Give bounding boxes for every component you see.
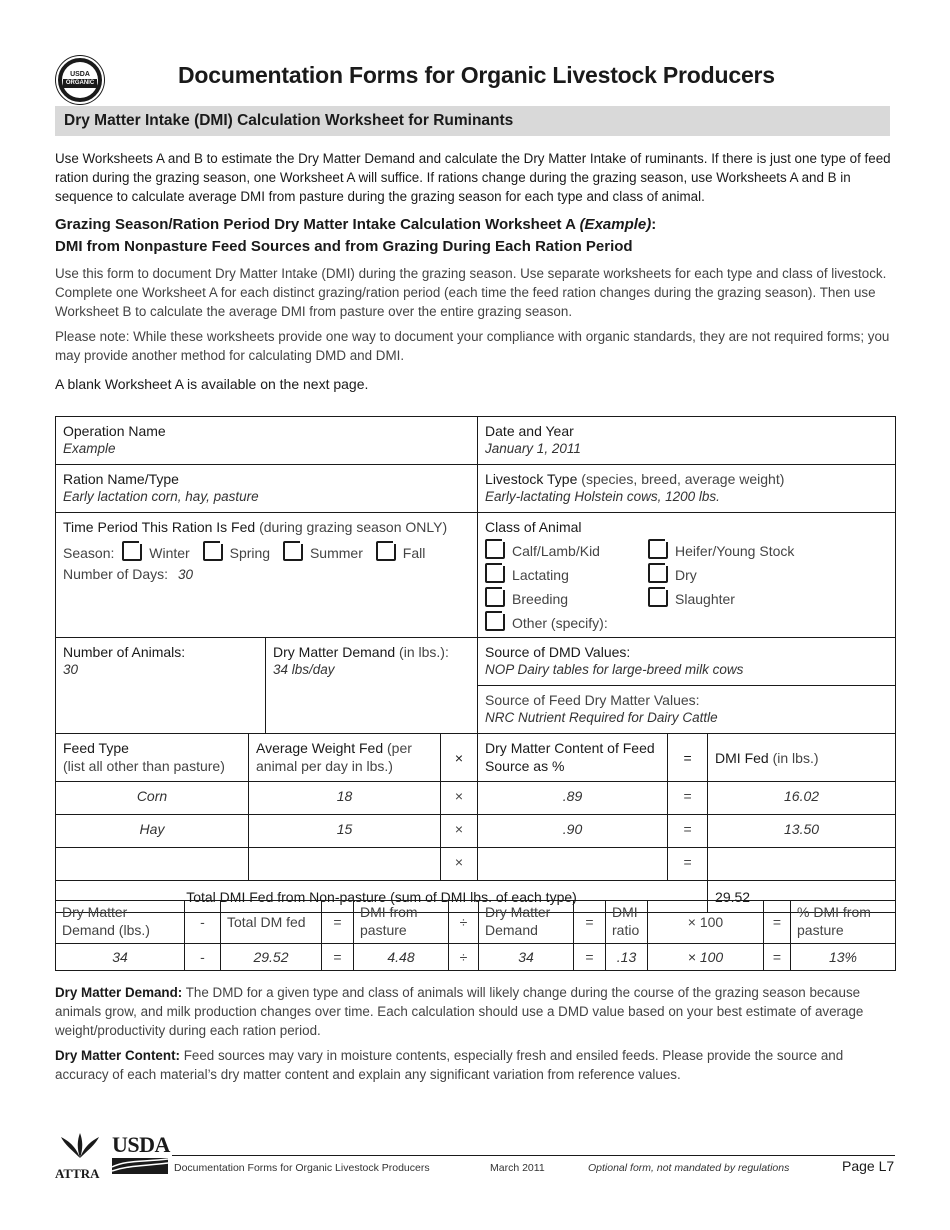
equals-sign: = — [322, 944, 354, 971]
dm-content-header: Dry Matter Content of Feed Source as % — [478, 734, 668, 782]
seal-text-top: USDA — [70, 71, 90, 78]
dmd-label: Dry Matter Demand — [273, 644, 396, 660]
date-year-cell[interactable] — [478, 417, 896, 465]
checkbox-icon[interactable] — [203, 541, 223, 561]
worksheet-heading — [55, 214, 895, 258]
season-label: Season: — [63, 545, 115, 561]
checkbox-icon[interactable] — [376, 541, 396, 561]
ration-name-value: Early lactation corn, hay, pasture — [63, 489, 259, 504]
avg-weight-value[interactable] — [249, 848, 441, 881]
class-lactating[interactable] — [485, 563, 648, 584]
section-title: Dry Matter Intake (DMI) Calculation Worksheet for Ruminants — [64, 112, 514, 129]
times-sign: × — [441, 815, 478, 848]
checkbox-icon[interactable] — [648, 539, 668, 559]
times-100: × 100 — [648, 901, 764, 944]
usda-logo — [112, 1132, 168, 1179]
date-year-label: Date and Year — [485, 423, 574, 439]
operation-name-value: Example — [63, 441, 116, 456]
definition-dmd — [55, 983, 895, 1040]
page-number: Page L7 — [842, 1158, 895, 1174]
feed-source-value: NRC Nutrient Required for Dairy Cattle — [485, 710, 718, 725]
season-spring[interactable] — [203, 545, 270, 561]
avg-weight-header — [249, 734, 441, 782]
class-dry-label: Dry — [675, 567, 697, 583]
checkbox-icon[interactable] — [122, 541, 142, 561]
feed-type-value[interactable] — [56, 848, 249, 881]
usda-hills-icon — [112, 1158, 168, 1174]
total-dmi-value[interactable]: 29.52 — [708, 881, 896, 913]
attra-logo — [55, 1133, 105, 1182]
table-row — [56, 815, 896, 848]
class-dry[interactable] — [648, 563, 808, 584]
equals-sign: = — [668, 782, 708, 815]
page-title: Documentation Forms for Organic Livestock Producers — [178, 62, 775, 88]
feed-type-title: Feed Type — [63, 740, 129, 756]
calc-header-row — [56, 901, 896, 944]
class-heifer-label: Heifer/Young Stock — [675, 543, 795, 559]
class-lactating-label: Lactating — [512, 567, 569, 583]
checkbox-icon[interactable] — [485, 539, 505, 559]
definition-dmc — [55, 1046, 895, 1084]
checkbox-icon[interactable] — [648, 587, 668, 607]
avg-weight-value[interactable]: 15 — [249, 815, 441, 848]
footer-doc-title: Documentation Forms for Organic Livestock Producers — [174, 1162, 430, 1174]
dm-content-value[interactable]: .89 — [478, 782, 668, 815]
seal-text-bottom: ORGANIC — [63, 79, 97, 88]
calc-dmd-value-2[interactable]: 34 — [479, 944, 574, 971]
number-of-animals-cell[interactable] — [56, 638, 266, 734]
livestock-type-value: Early-lactating Holstein cows, 1200 lbs. — [485, 489, 720, 504]
operation-name-cell[interactable] — [56, 417, 478, 465]
leaf-icon — [55, 1133, 105, 1159]
total-dmi-label: Total DMI Fed from Non-pasture (sum of DMI lbs. of each type) — [56, 881, 708, 913]
livestock-type-label: Livestock Type — [485, 471, 578, 487]
equals-sign: = — [764, 944, 791, 971]
dmi-fed-value[interactable]: 16.02 — [708, 782, 896, 815]
minus-sign: - — [185, 901, 221, 944]
checkbox-icon[interactable] — [648, 563, 668, 583]
days-label: Number of Days: — [63, 566, 169, 582]
livestock-type-cell[interactable] — [478, 465, 896, 513]
class-heifer[interactable] — [648, 539, 808, 560]
calc-header-total-dm: Total DM fed — [221, 901, 322, 944]
table-row — [56, 848, 896, 881]
dmi-fed-hint: (in lbs.) — [772, 749, 819, 766]
dmi-fed-value[interactable]: 13.50 — [708, 815, 896, 848]
class-other-label: Other (specify): — [512, 615, 608, 631]
season-fall-label: Fall — [402, 545, 426, 561]
season-summer-label: Summer — [309, 545, 363, 561]
checkbox-icon[interactable] — [485, 587, 505, 607]
minus-sign: - — [185, 944, 221, 971]
season-spring-label: Spring — [229, 545, 271, 561]
attra-label: ATTRA — [55, 1166, 100, 1181]
times-sign: × — [441, 782, 478, 815]
number-of-animals-label: Number of Animals: — [63, 644, 186, 660]
heading-line2: DMI from Nonpasture Feed Sources and from Grazing During Each Ration Period — [55, 238, 633, 255]
dry-matter-demand-cell[interactable] — [266, 638, 478, 734]
class-other[interactable] — [485, 611, 648, 632]
table-row — [56, 782, 896, 815]
class-slaughter-label: Slaughter — [675, 591, 735, 607]
date-year-value: January 1, 2011 — [485, 441, 581, 456]
calc-header-dmd-2: Dry Matter Demand — [479, 901, 574, 944]
equals-sign: = — [764, 901, 791, 944]
equals-sign: = — [668, 815, 708, 848]
class-calf[interactable] — [485, 539, 648, 560]
operation-name-label: Operation Name — [63, 423, 166, 439]
livestock-type-hint: (species, breed, average weight) — [581, 471, 785, 487]
season-winter[interactable] — [122, 545, 189, 561]
times-sign: × — [441, 734, 478, 782]
dm-content-value[interactable]: .90 — [478, 815, 668, 848]
checkbox-icon[interactable] — [283, 541, 303, 561]
feed-type-hint: (list all other than pasture) — [63, 758, 225, 774]
season-summer[interactable] — [283, 545, 363, 561]
checkbox-icon[interactable] — [485, 563, 505, 583]
footer-optional-note: Optional form, not mandated by regulations — [588, 1162, 790, 1174]
avg-weight-title: Average Weight Fed — [256, 740, 384, 756]
avg-weight-value[interactable]: 18 — [249, 782, 441, 815]
dmi-fed-value[interactable] — [708, 848, 896, 881]
dm-content-value[interactable] — [478, 848, 668, 881]
intro-text: Use Worksheets A and B to estimate the Dry Matter Demand and calculate the Dry Matter Intake of ruminants. If there is just one type of feed ration during the grazing season, one Worksheet A will suffice. If rations change during the grazing season, use Worksheets A and B in sequence to calculate average DMI from pasture during the grazing season for each type and class of animal. — [55, 151, 891, 204]
section-bar — [55, 106, 890, 136]
calc-dmi-pasture-value[interactable]: 4.48 — [354, 944, 449, 971]
season-winter-label: Winter — [149, 545, 190, 561]
calc-header-dmi-pasture: DMI from pasture — [354, 901, 449, 944]
ration-name-label: Ration Name/Type — [63, 471, 179, 487]
class-of-animal-label: Class of Animal — [485, 519, 582, 535]
season-fall[interactable] — [376, 545, 426, 561]
class-slaughter[interactable] — [648, 587, 808, 608]
calc-value-row — [56, 944, 896, 971]
feed-source-cell[interactable] — [478, 686, 896, 734]
usda-organic-seal — [56, 56, 104, 104]
dmd-hint: (in lbs.): — [399, 644, 449, 660]
checkbox-icon[interactable] — [485, 611, 505, 631]
class-breeding[interactable] — [485, 587, 648, 608]
divide-sign: ÷ — [449, 901, 479, 944]
equals-sign: = — [574, 944, 606, 971]
ration-name-cell[interactable] — [56, 465, 478, 513]
class-breeding-label: Breeding — [512, 591, 569, 607]
heading-example: (Example) — [579, 216, 652, 233]
calc-dmd-value[interactable]: 34 — [56, 944, 185, 971]
heading-colon: : — [651, 216, 657, 233]
class-calf-label: Calf/Lamb/Kid — [512, 543, 600, 559]
heading-line1: Grazing Season/Ration Period Dry Matter Intake Calculation Worksheet A — [55, 216, 580, 233]
definition-dmc-text: Feed sources may vary in moisture contents, especially fresh and ensiled feeds. Please provide the source and accuracy of each material’s dry matter content and explain any significant variation from reference values. — [55, 1048, 844, 1082]
footer-date: March 2011 — [490, 1162, 545, 1174]
definition-dmd-term: Dry Matter Demand: — [55, 985, 183, 1000]
feed-type-value[interactable]: Hay — [56, 815, 249, 848]
number-of-animals-value: 30 — [63, 662, 79, 677]
blank-worksheet-note: A blank Worksheet A is available on the next page. — [55, 376, 369, 392]
dmi-fed-title: DMI Fed — [715, 749, 769, 766]
time-period-cell — [56, 513, 478, 638]
pasture-dmi-calculation — [55, 900, 896, 971]
dmd-source-cell[interactable] — [478, 638, 896, 686]
class-of-animal-cell — [478, 513, 896, 638]
equals-sign: = — [668, 734, 708, 782]
avg-weight-hint: (per animal per day in lbs.) — [256, 740, 412, 774]
dmd-value: 34 lbs/day — [273, 662, 335, 677]
feed-source-label: Source of Feed Dry Matter Values: — [485, 692, 700, 708]
equals-sign: = — [322, 901, 354, 944]
calc-header-dmd: Dry Matter Demand (lbs.) — [56, 901, 185, 944]
calc-header-dmi-ratio: DMI ratio — [606, 901, 648, 944]
usda-label: USDA — [112, 1132, 170, 1157]
days-value[interactable]: 30 — [177, 567, 193, 582]
definition-dmd-text: The DMD for a given type and class of animals will likely change during the course of the grazing season because animals grow, and milk production changes over time. Each calculation should use a DMD value based on your best estimate of average weight/productivity during each ration period. — [55, 985, 864, 1038]
note-text: Please note: While these worksheets provide one way to document your compliance with organic standards, they are not required forms; you may provide another method for calculating DMD and DMI. — [55, 329, 890, 363]
time-period-hint: (during grazing season ONLY) — [259, 519, 448, 535]
calc-header-pct-dmi: % DMI from pasture — [791, 901, 896, 944]
calc-dmi-ratio-value[interactable]: .13 — [606, 944, 648, 971]
dmi-fed-header — [708, 734, 896, 782]
times-100: × 100 — [648, 944, 764, 971]
dmd-source-value: NOP Dairy tables for large-breed milk cows — [485, 662, 744, 677]
instructions-text: Use this form to document Dry Matter Intake (DMI) during the grazing season. Use separate worksheets for each type and class of livestock. Complete one Worksheet A for each distinct grazing/ration period (each time the feed ration changes during the grazing season). Then use Worksheet B to calculate the average DMI from pasture over the entire grazing season. — [55, 266, 887, 319]
times-sign: × — [441, 848, 478, 881]
divide-sign: ÷ — [449, 944, 479, 971]
definition-dmc-term: Dry Matter Content: — [55, 1048, 180, 1063]
feed-type-value[interactable]: Corn — [56, 782, 249, 815]
dmd-source-label: Source of DMD Values: — [485, 644, 631, 660]
equals-sign: = — [668, 848, 708, 881]
time-period-label: Time Period This Ration Is Fed — [63, 519, 256, 535]
worksheet-form — [55, 416, 896, 913]
feed-type-header — [56, 734, 249, 782]
footer-divider — [172, 1155, 895, 1156]
equals-sign: = — [574, 901, 606, 944]
calc-pct-dmi-value[interactable]: 13% — [791, 944, 896, 971]
calc-total-dm-value[interactable]: 29.52 — [221, 944, 322, 971]
